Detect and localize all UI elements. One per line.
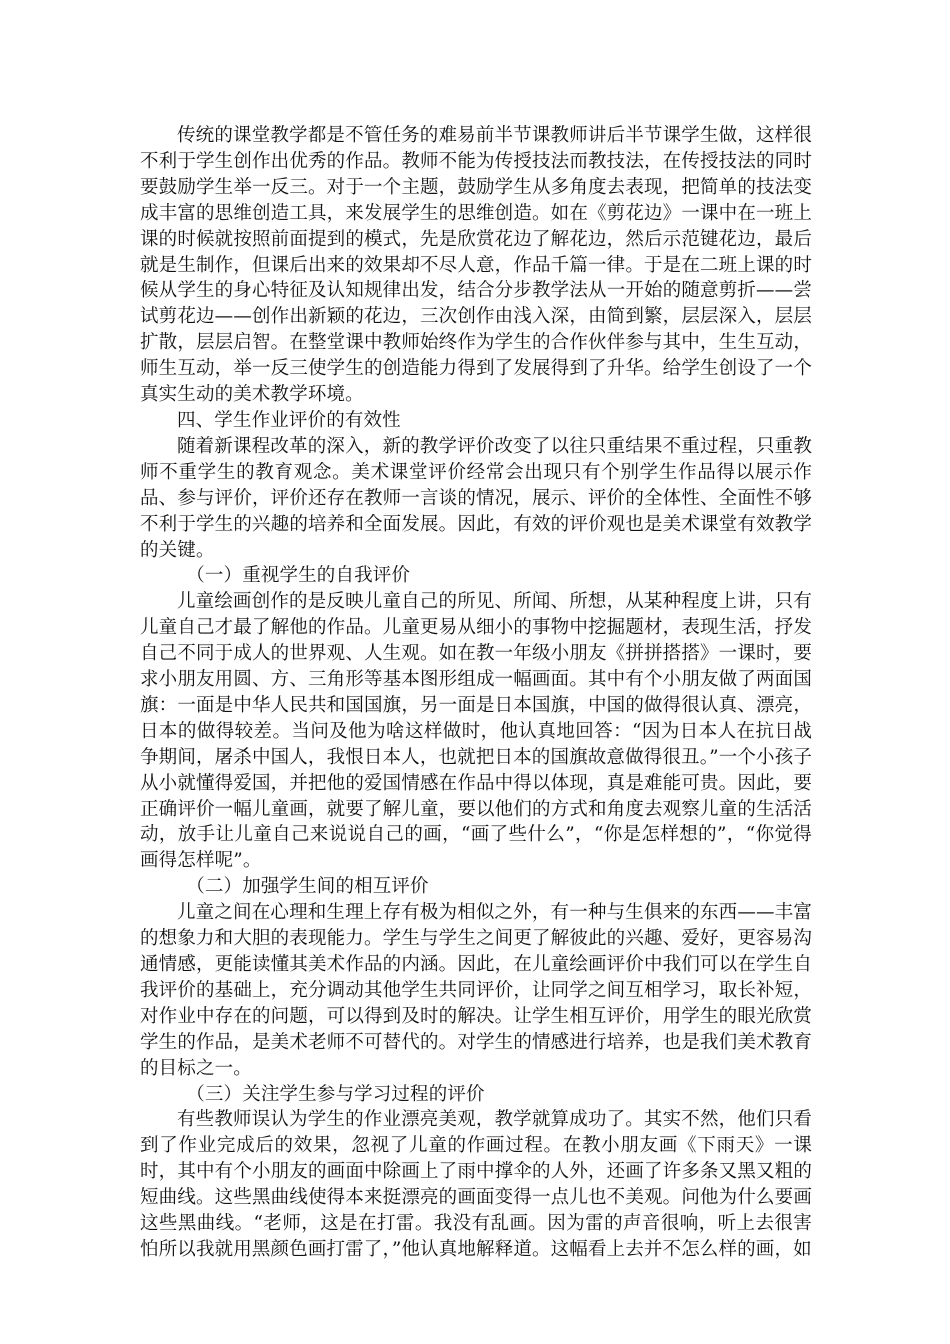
paragraph-process-evaluation: 有些教师误认为学生的作业漂亮美观，教学就算成功了。其实不然，他们只看到了作业完成后的效果，忽视了儿童的作画过程。在教小朋友画《下雨天》一课时，其中有个小朋友的画面中除画上了雨中撑伞的人外，还画了许多条又黑又粗的短曲线。这些黑曲线使得本来挺漂亮的画面变得一点儿也不美观。问他为什么要画这些黑曲线。“老师，这是在打雷。我没有乱画。因为雷的声音很响，听上去很害怕所以我就用黑颜色画打雷了，”他认真地解释道。这幅看上去并不怎么样的画，如 xyxy=(140,1109,812,1260)
subheading-self-evaluation: （一）重视学生的自我评价 xyxy=(186,565,411,587)
section-heading-evaluation: 四、学生作业评价的有效性 xyxy=(177,409,401,431)
document-body xyxy=(140,123,812,1263)
subheading-process-evaluation: （三）关注学生参与学习过程的评价 xyxy=(186,1083,485,1105)
paragraph-evaluation-intro: 随着新课程改革的深入，新的教学评价改变了以往只重结果不重过程，只重教师不重学生的教育观念。美术课堂评价经常会出现只有个别学生作品得以展示作品、参与评价，评价还存在教师一言谈的情况，展示、评价的全体性、全面性不够不利于学生的兴趣的培养和全面发展。因此，有效的评价观也是美术课堂有效教学的关键。 xyxy=(140,435,812,561)
paragraph-peer-evaluation: 儿童之间在心理和生理上存有极为相似之外，有一种与生俱来的东西——丰富的想象力和大胆的表现能力。学生与学生之间更了解彼此的兴趣、爱好，更容易沟通情感，更能读懂其美术作品的内涵。因此，在儿童绘画评价中我们可以在学生自我评价的基础上，充分调动其他学生共同评价，让同学之间互相学习，取长补短，对作业中存在的问题，可以得到及时的解决。让学生相互评价，用学生的眼光欣赏学生的作品，是美术老师不可替代的。对学生的情感进行培养，也是我们美术教育的目标之一。 xyxy=(140,902,812,1079)
paragraph-self-evaluation: 儿童绘画创作的是反映儿童自己的所见、所闻、所想，从某种程度上讲，只有儿童自己才最了解他的作品。儿童更易从细小的事物中挖掘题材，表现生活，抒发自己不同于成人的世界观、人生观。如在教一年级小朋友《拼拼搭搭》一课时，要求小朋友用圆、方、三角形等基本图形组成一幅画面。其中有个小朋友做了两面国旗：一面是中华人民共和国国旗，另一面是日本国旗，中国的做得很认真、漂亮，日本的做得较差。当问及他为啥这样做时，他认真地回答：“因为日本人在抗日战争期间，屠杀中国人，我恨日本人，也就把日本的国旗故意做得很丑。”一个小孩子从小就懂得爱国，并把他的爱国情感在作品中得以体现，真是难能可贵。因此，要正确评价一幅儿童画，就要了解儿童，要以他们的方式和角度去观察儿童的生活活动，放手让儿童自己来说说自己的画，“画了些什么”，“你是怎样想的”，“你觉得画得怎样呢”。 xyxy=(140,591,812,872)
subheading-peer-evaluation: （二）加强学生间的相互评价 xyxy=(186,876,429,898)
paragraph-teaching-method: 传统的课堂教学都是不管任务的难易前半节课教师讲后半节课学生做，这样很不利于学生创作出优秀的作品。教师不能为传授技法而教技法，在传授技法的同时要鼓励学生举一反三。对于一个主题，鼓励学生从多角度去表现，把简单的技法变成丰富的思维创造工具，来发展学生的思维创造。如在《剪花边》一课中在一班上课的时候就按照前面提到的模式，先是欣赏花边了解花边，然后示范键花边，最后就是生制作，但课后出来的效果却不尽人意，作品千篇一律。于是在二班上课的时候从学生的身心特征及认知规律出发，结合分步教学法从一开始的随意剪折——尝试剪花边——创作出新颖的花边，三次创作由浅入深，由简到繁，层层深入，层层扩散，层层启智。在整堂课中教师始终作为学生的合作伙伴参与其中，生生互动，师生互动，举一反三使学生的创造能力得到了发展得到了升华。给学生创设了一个真实生动的美术教学环境。 xyxy=(140,125,812,406)
